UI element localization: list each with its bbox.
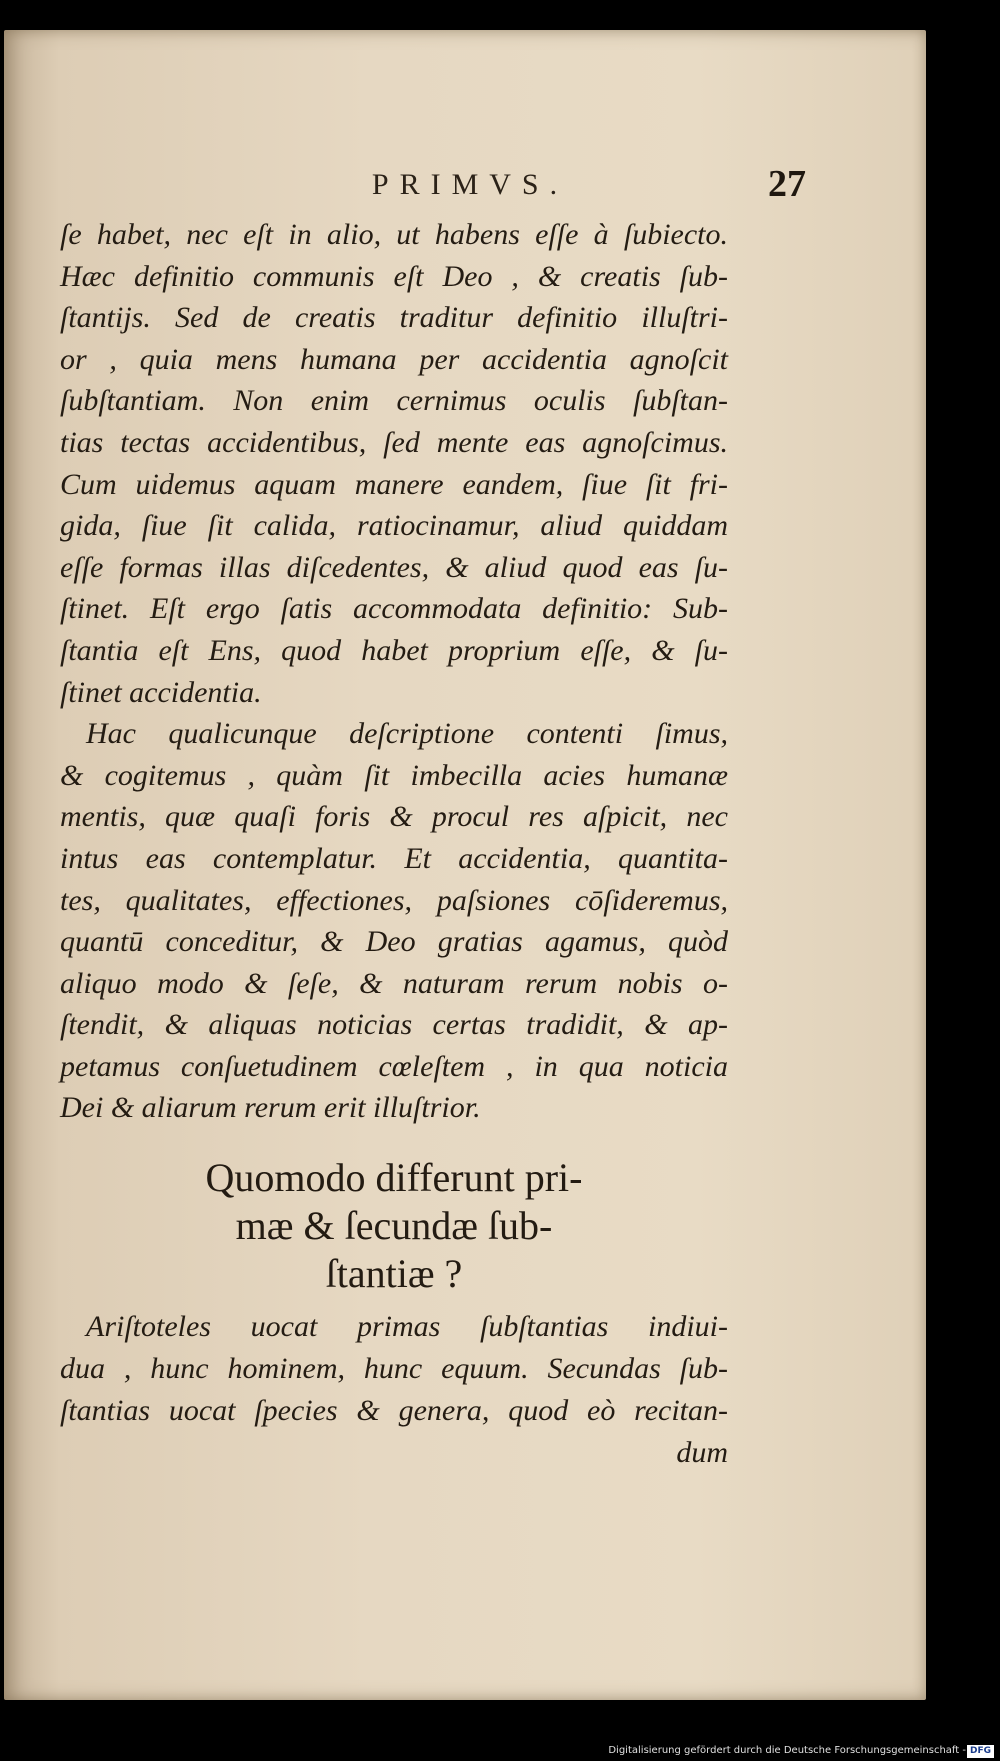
dfg-logo: DFG xyxy=(967,1745,994,1758)
heading-line: Quomodo differunt pri- xyxy=(205,1155,583,1200)
section-heading xyxy=(60,1154,728,1298)
funding-credit: Digitalisierung gefördert durch die Deutsche Forschungsgemeinschaft - xyxy=(608,1745,966,1756)
text-line: ſubſtantiam. Non enim cernimus oculis ſubſtan- xyxy=(60,384,728,418)
text-line: tias tectas accidentibus, ſed mente eas agnoſcimus. xyxy=(60,425,728,459)
text-line: petamus conſuetudinem cœleſtem , in qua noticia xyxy=(60,1049,728,1083)
text-line: gida, ſiue ſit calida, ratiocinamur, aliud quiddam xyxy=(60,509,728,543)
text-line: Dei & aliarum rerum erit illuſtrior. xyxy=(60,1091,481,1125)
text-line: aliquo modo & ſeſe, & naturam rerum nobis o- xyxy=(60,966,728,1000)
text-line: ſtantia eſt Ens, quod habet proprium eſſe, & ſu- xyxy=(60,633,728,667)
text-line: ſe habet, nec eſt in alio, ut habens eſſe à ſubiecto. xyxy=(60,218,728,251)
book-page xyxy=(4,30,926,1700)
text-line: Ariſtoteles uocat primas ſubſtantias indiui- xyxy=(86,1310,728,1343)
text-line: ſtinet accidentia. xyxy=(60,675,262,709)
text-line: dua , hunc hominem, hunc equum. Secundas ſub- xyxy=(60,1352,728,1385)
text-line: tes, qualitates, effectiones, paſsiones cōſideremus, xyxy=(60,883,728,917)
text-line: ſtantias uocat ſpecies & genera, quod eò recitan- xyxy=(60,1394,728,1427)
text-line: intus eas contemplatur. Et accidentia, quantita- xyxy=(60,841,728,875)
text-line: ſtendit, & aliquas noticias certas tradidit, & ap- xyxy=(60,1008,728,1042)
text-line: eſſe formas illas diſcedentes, & aliud quod eas ſu- xyxy=(60,550,728,584)
text-line: Hæc definitio communis eſt Deo , & creatis ſub- xyxy=(60,259,728,293)
page-number: 27 xyxy=(768,163,806,205)
heading-line: ſtantiæ ? xyxy=(325,1251,463,1296)
body-text-section-2 xyxy=(60,1306,728,1474)
text-line: mentis, quæ quaſi foris & procul res aſpicit, nec xyxy=(60,800,728,834)
text-line: ſtinet. Eſt ergo ſatis accommodata definitio: Sub- xyxy=(60,592,728,626)
catchword: dum xyxy=(676,1436,728,1469)
text-line: Hac qualicunque deſcriptione contenti ſimus, xyxy=(86,717,728,751)
heading-line: mæ & ſecundæ ſub- xyxy=(235,1203,553,1248)
text-line: & cogitemus , quàm ſit imbecilla acies humanæ xyxy=(60,758,728,792)
body-text xyxy=(60,214,728,1129)
text-line: Cum uidemus aquam manere eandem, ſiue ſit fri- xyxy=(60,467,728,501)
running-head: PRIMVS. xyxy=(371,168,569,201)
text-line: or , quia mens humana per accidentia agnoſcit xyxy=(60,342,728,376)
text-line: ſtantijs. Sed de creatis traditur definitio illuſtri- xyxy=(60,301,728,335)
text-line: quantū conceditur, & Deo gratias agamus, quòd xyxy=(60,925,728,959)
